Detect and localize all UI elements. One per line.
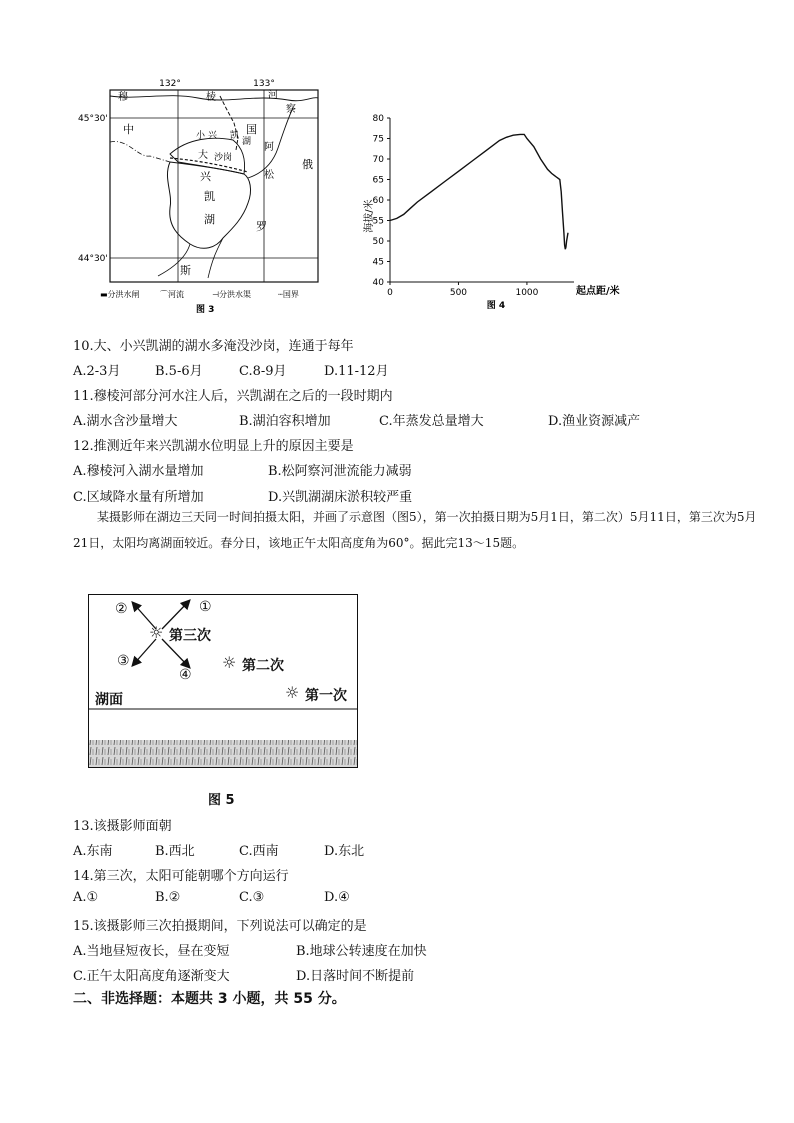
label-a: 阿 [264,142,274,153]
figure-5 [88,594,358,768]
q15-option-c: C.正午太阳高度角逐渐变大 [73,969,230,984]
q15-option-b: B.地球公转速度在加快 [296,944,427,959]
q11-option-a: A.湖水含沙量增大 [73,414,178,429]
q15-stem: 15.该摄影师三次拍摄期间，下列说法可以确定的是 [73,919,367,934]
label-second: 第二次 [242,658,284,674]
figure-4-chart [358,108,638,318]
sun-icon-first: ☼ [285,683,300,702]
arrow-3 [133,639,156,665]
label-leng: 棱 [206,92,216,103]
intro-paragraph: 某摄影师在湖边三天同一时间拍摄太阳，并画了示意图（图5），第一次拍摄日期为5月1日，第二次）5月11日，第三次为5月21日，太阳均离湖面较近。春分日，该地正午太阳高度角为60°。据此完13～15题。 [73,510,757,550]
marker-4: ④ [179,667,192,683]
marker-1: ① [199,599,212,615]
q10-option-c: C.8-9月 [239,364,287,379]
q12-stem: 12.推测近年来兴凯湖水位明显上升的原因主要是 [73,439,354,454]
q13-option-a: A.东南 [73,844,113,859]
label-e: 俄 [302,158,313,171]
label-shagang: 沙岗 [214,153,233,163]
shore-grass [89,740,357,767]
q14-stem: 14.第三次，太阳可能朝哪个方向运行 [73,869,289,884]
label-hu-small: 湖 [242,137,252,147]
q14-option-a: A.① [73,890,99,905]
q13-option-d: D.东北 [324,844,365,859]
q13-stem: 13.该摄影师面朝 [73,819,172,834]
q11-option-b: B.湖泊容积增加 [239,414,331,429]
q10-option-d: D.11-12月 [324,364,389,379]
q10-option-b: B.5-6月 [155,364,203,379]
label-xing-small: 兴 [208,131,218,141]
legend-sluice: ▬分洪水闸 [100,290,140,299]
y-tick-label: 40 [372,278,384,288]
y-tick-label: 45 [372,257,384,268]
figure-3-map [78,78,348,318]
y-tick-label: 70 [372,155,384,165]
label-kai: 凯 [204,190,215,203]
label-third: 第三次 [169,628,211,644]
lat-45-30: 45°30' [78,114,108,124]
lat-44-30: 44°30' [78,254,108,264]
q12-option-d: D.兴凯湖湖床淤积较严重 [268,490,413,505]
x-axis-label: 起点距/米 [576,286,620,297]
legend-river: ⌒河流 [160,290,184,299]
q14-option-c: C.③ [239,890,265,905]
q12-option-c: C.区域降水量有所增加 [73,490,204,505]
x-tick-label: 0 [387,288,393,298]
elevation-line [390,134,568,249]
label-luo: 罗 [256,220,267,233]
label-cha: 察 [286,104,296,115]
label-lake-surface: 湖面 [95,692,123,708]
label-kai-small: 凯 [230,131,240,141]
q15-option-d: D.日落时间不断提前 [296,969,415,984]
sun-icon-third: ☼ [149,623,164,642]
q10-option-a: A.2-3月 [73,364,121,379]
q11-option-c: C.年蒸发总量增大 [379,414,484,429]
q10-stem: 10.大、小兴凯湖的湖水多淹没沙岗，连通于每年 [73,339,354,354]
label-zhong: 中 [123,123,134,136]
section-2-heading: 二、非选择题：本题共 3 小题，共 55 分。 [73,991,346,1007]
legend-border: ┄国界 [278,290,299,299]
q14-option-d: D.④ [324,890,350,905]
sun-icon-second: ☼ [222,653,237,672]
label-mu: 穆 [118,92,128,103]
label-hu: 湖 [204,213,215,226]
figure-5-caption: 图 5 [208,793,235,808]
label-si: 斯 [180,264,191,277]
label-he: 河 [268,90,278,101]
y-tick-label: 75 [372,134,384,145]
y-tick-label: 60 [372,196,384,206]
label-first: 第一次 [305,688,347,704]
y-tick-label: 65 [372,175,384,186]
q13-option-b: B.西北 [155,844,195,859]
q14-option-b: B.② [155,890,181,905]
label-xing: 兴 [200,170,211,183]
x-tick-label: 1000 [515,288,539,298]
legend-canal: ⊣分洪水渠 [212,290,251,299]
q12-option-b: B.松阿察河泄流能力减弱 [268,464,412,479]
label-guo: 国 [246,123,257,136]
y-tick-label: 55 [372,216,384,227]
label-song: 松 [264,170,274,181]
label-da: 大 [198,150,208,161]
lon-133: 133° [253,79,275,89]
y-axis-label: 海拔/米 [364,199,375,233]
y-tick-label: 80 [372,114,384,124]
q12-option-a: A.穆棱河入湖水量增加 [73,464,204,479]
x-tick-label: 500 [449,288,468,298]
q11-option-d: D.渔业资源减产 [548,414,641,429]
label-xiao: 小 [196,131,206,141]
figure-3-caption: 图 3 [196,305,215,315]
y-tick-label: 50 [372,237,384,247]
lon-132: 132° [159,79,181,89]
marker-3: ③ [117,653,130,669]
figure-4-caption: 图 4 [486,301,506,311]
q15-option-a: A.当地昼短夜长，昼在变短 [73,944,230,959]
marker-2: ② [115,601,128,617]
q13-option-c: C.西南 [239,844,279,859]
q11-stem: 11.穆棱河部分河水注人后，兴凯湖在之后的一段时期内 [73,389,393,404]
